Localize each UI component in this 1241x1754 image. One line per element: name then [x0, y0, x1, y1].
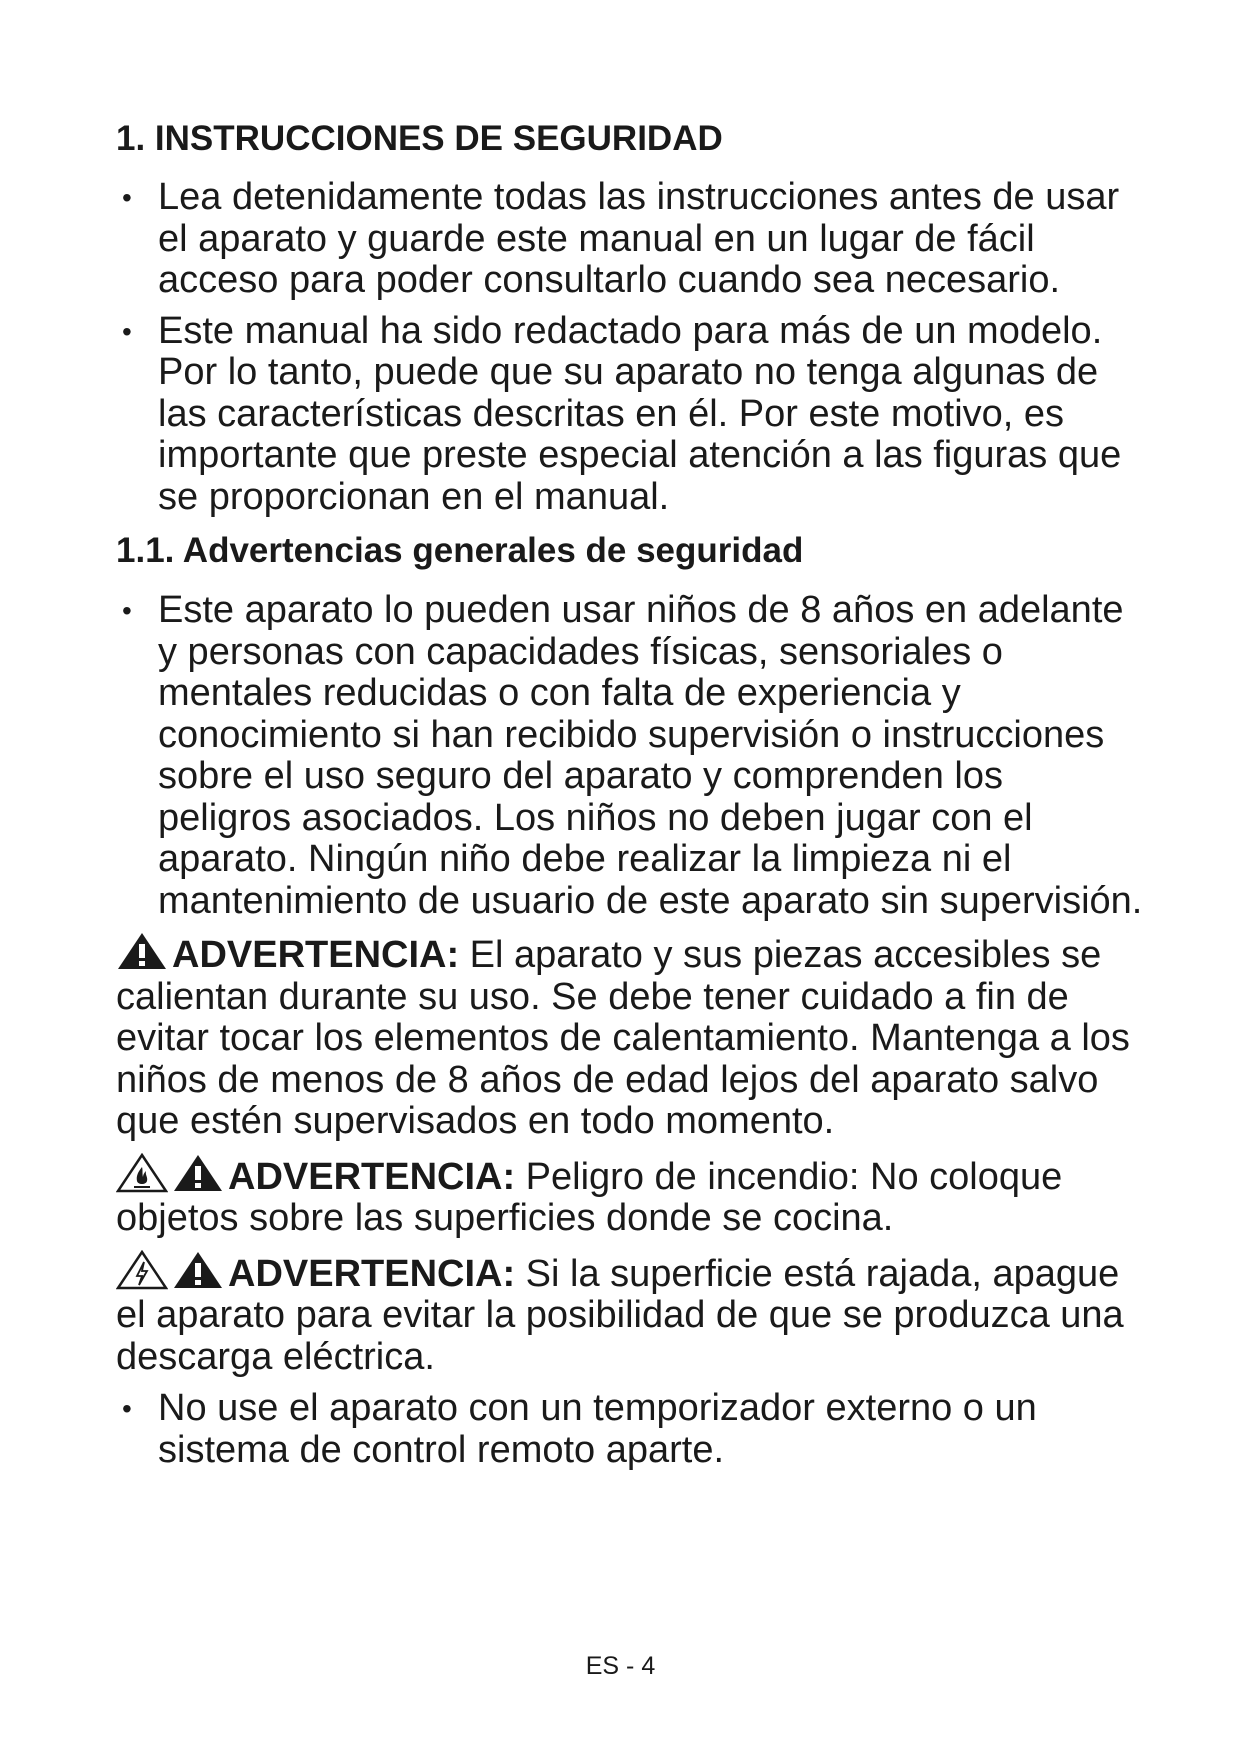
warning-text: Peligro de incendio: No coloque objetos sobre las superficies donde se cocina. [116, 1155, 1063, 1239]
list-item [116, 177, 1146, 302]
section-bullet-list [116, 177, 1146, 518]
warning-solid-icon [172, 1153, 224, 1193]
warning-text: El aparato y sus piezas accesibles se calientan durante su uso. Se debe tener cuidado a fin de evitar tocar los elementos de calentamiento. Mantenga a los niños de menos de 8 años de edad lejos del aparato salvo que estén supervisados en todo momento. [116, 934, 1130, 1142]
bullet-text: Este manual ha sido redactado para más de un modelo. Por lo tanto, puede que su aparato no tenga algunas de las características descritas en él. Por este motivo, es importante que preste especial atención a las figuras que se proporcionan en el manual. [158, 309, 1122, 518]
warning-block [116, 1250, 1146, 1379]
list-item [116, 590, 1146, 922]
warning-block [116, 931, 1146, 1143]
warning-label: ADVERTENCIA: [228, 1252, 516, 1295]
bullet-dot-icon: • [122, 315, 132, 347]
fire-hazard-icon [116, 1153, 168, 1193]
warning-block [116, 1153, 1146, 1240]
subsection-title: 1.1. Advertencias generales de seguridad [116, 531, 804, 570]
bullet-dot-icon: • [122, 182, 132, 213]
bullet-text: Lea detenidamente todas las instrucciones antes de usar el aparato y guarde este manual en un lugar de fácil acceso para poder consultarlo cuando sea necesario. [158, 176, 1120, 301]
warning-solid-icon [172, 1250, 224, 1290]
warning-text: Si la superficie está rajada, apague el aparato para evitar la posibilidad de que se produzca una descarga eléctrica. [116, 1252, 1124, 1378]
page-number: ES - 4 [585, 1652, 656, 1680]
bullet-dot-icon: • [122, 1393, 132, 1424]
subsection-bullet-list-2 [116, 1388, 1146, 1471]
list-item [116, 311, 1146, 519]
list-item [116, 1388, 1146, 1471]
warning-label: ADVERTENCIA: [228, 1155, 516, 1198]
warning-label: ADVERTENCIA: [172, 934, 460, 976]
electric-hazard-icon [116, 1250, 168, 1290]
subsection-bullet-list [116, 590, 1146, 922]
warning-solid-icon [116, 931, 168, 971]
bullet-dot-icon: • [122, 595, 132, 626]
bullet-text: No use el aparato con un temporizador externo o un sistema de control remoto aparte. [158, 1387, 1037, 1471]
manual-page [116, 118, 1146, 1480]
bullet-text: Este aparato lo pueden usar niños de 8 años en adelante y personas con capacidades físicas, sensoriales o mentales reducidas o con falta de experiencia y conocimiento si han recibido supervisión o instrucciones sobre el uso seguro del aparato y comprenden los peligros asociados. Los niños no deben jugar con el aparato. Ningún niño debe realizar la limpieza ni el mantenimiento de usuario de este aparato sin supervisión. [158, 589, 1143, 922]
section-title: 1. INSTRUCCIONES DE SEGURIDAD [116, 119, 723, 158]
